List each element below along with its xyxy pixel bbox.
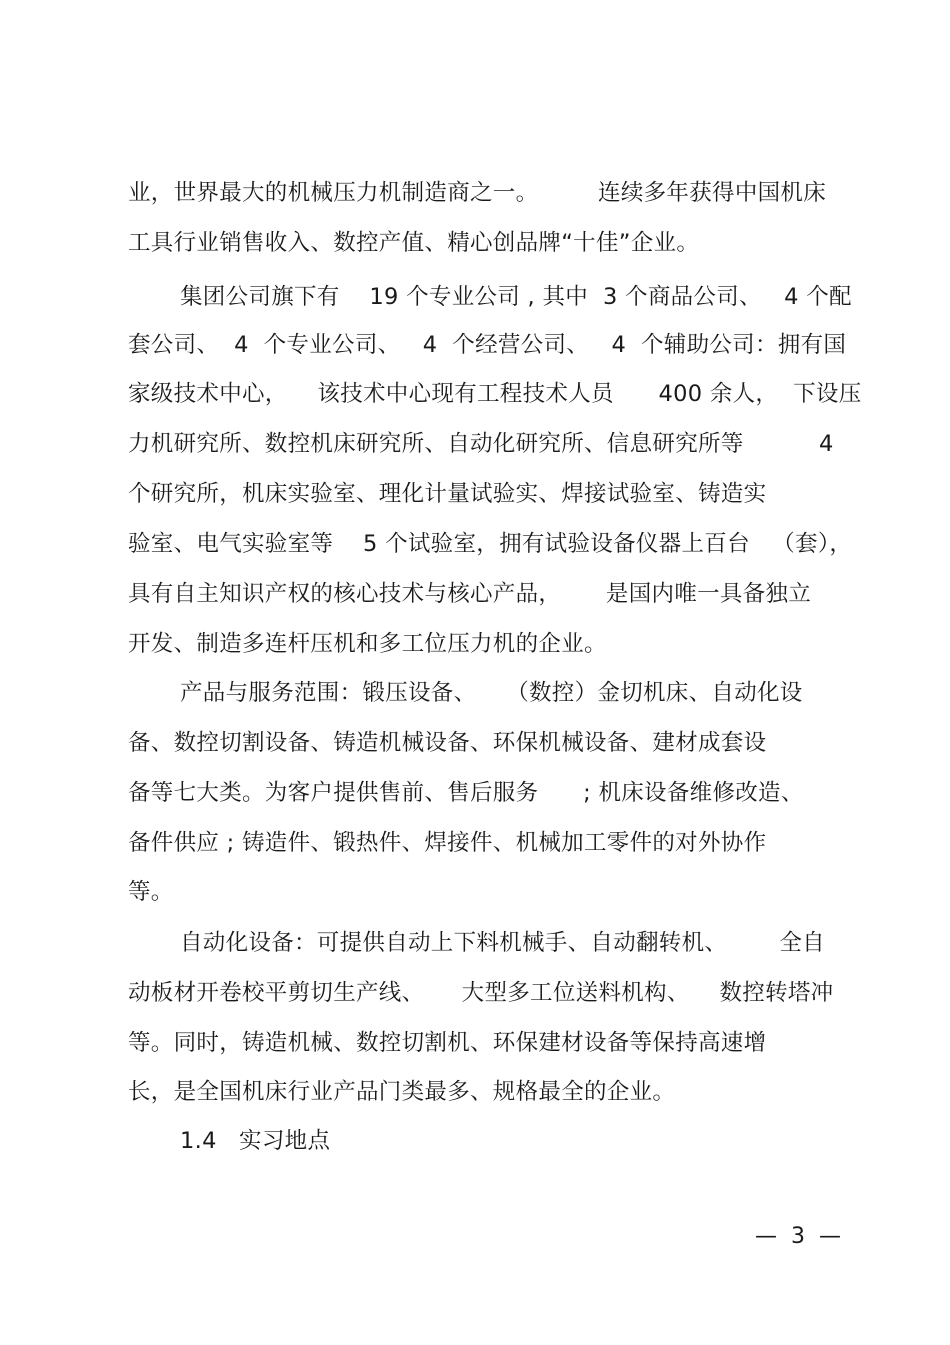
text-line: 动板材开卷校平剪切生产线、 大型多工位送料机构、 数控转塔冲 [128,980,834,1006]
text-line: 开发、制造多连杆压机和多工位压力机的企业。 [128,631,607,657]
section-heading: 1.4 实习地点 [180,1128,331,1154]
text-line: 业，世界最大的机械压力机制造商之一。 连续多年获得中国机床 [128,180,827,206]
text-line: 集团公司旗下有 19 个专业公司 , 其中 3 个商品公司、 4 个配 [180,284,852,310]
text-line: 个研究所，机床实验室、理化计量试验实、焊接试验室、铸造实 [128,481,767,507]
text-line: 等。同时，铸造机械、数控切割机、环保建材设备等保持高速增 [128,1030,767,1056]
text-line: 备件供应 ; 铸造件、锻热件、焊接件、机械加工零件的对外协作 [128,830,767,856]
text-line: 套公司、 4 个专业公司、 4 个经营公司、 4 个辅助公司：拥有国 [128,332,847,358]
text-line: 家级技术中心， 该技术中心现有工程技术人员 400 余人， 下设压 [128,381,862,407]
text-line: 具有自主知识产权的核心技术与核心产品， 是国内唯一具备独立 [128,581,812,607]
text-line: 长，是全国机床行业产品门类最多、规格最全的企业。 [128,1079,676,1105]
text-line: 工具行业销售收入、数控产值、精心创品牌“十佳”企业。 [128,230,700,256]
text-line: 验室、电气实验室等 5 个试验室，拥有试验设备仪器上百台 （套）， [128,531,853,557]
text-line: 力机研究所、数控机床研究所、自动化研究所、信息研究所等 [128,431,744,457]
text-line: 产品与服务范围：锻压设备、 （数控）金切机床、自动化设 [180,680,803,706]
text-line: 4 [819,431,834,457]
text-line: 等。 [128,879,174,905]
text-line: 自动化设备：可提供自动上下料机械手、自动翻转机、 全自 [180,930,825,956]
text-line: 备等七大类。为客户提供售前、售后服务 ; 机床设备维修改造、 [128,780,804,806]
page-number: — 3 — [755,1224,841,1249]
text-line: 备、数控切割设备、铸造机械设备、环保机械设备、建材成套设 [128,730,767,756]
